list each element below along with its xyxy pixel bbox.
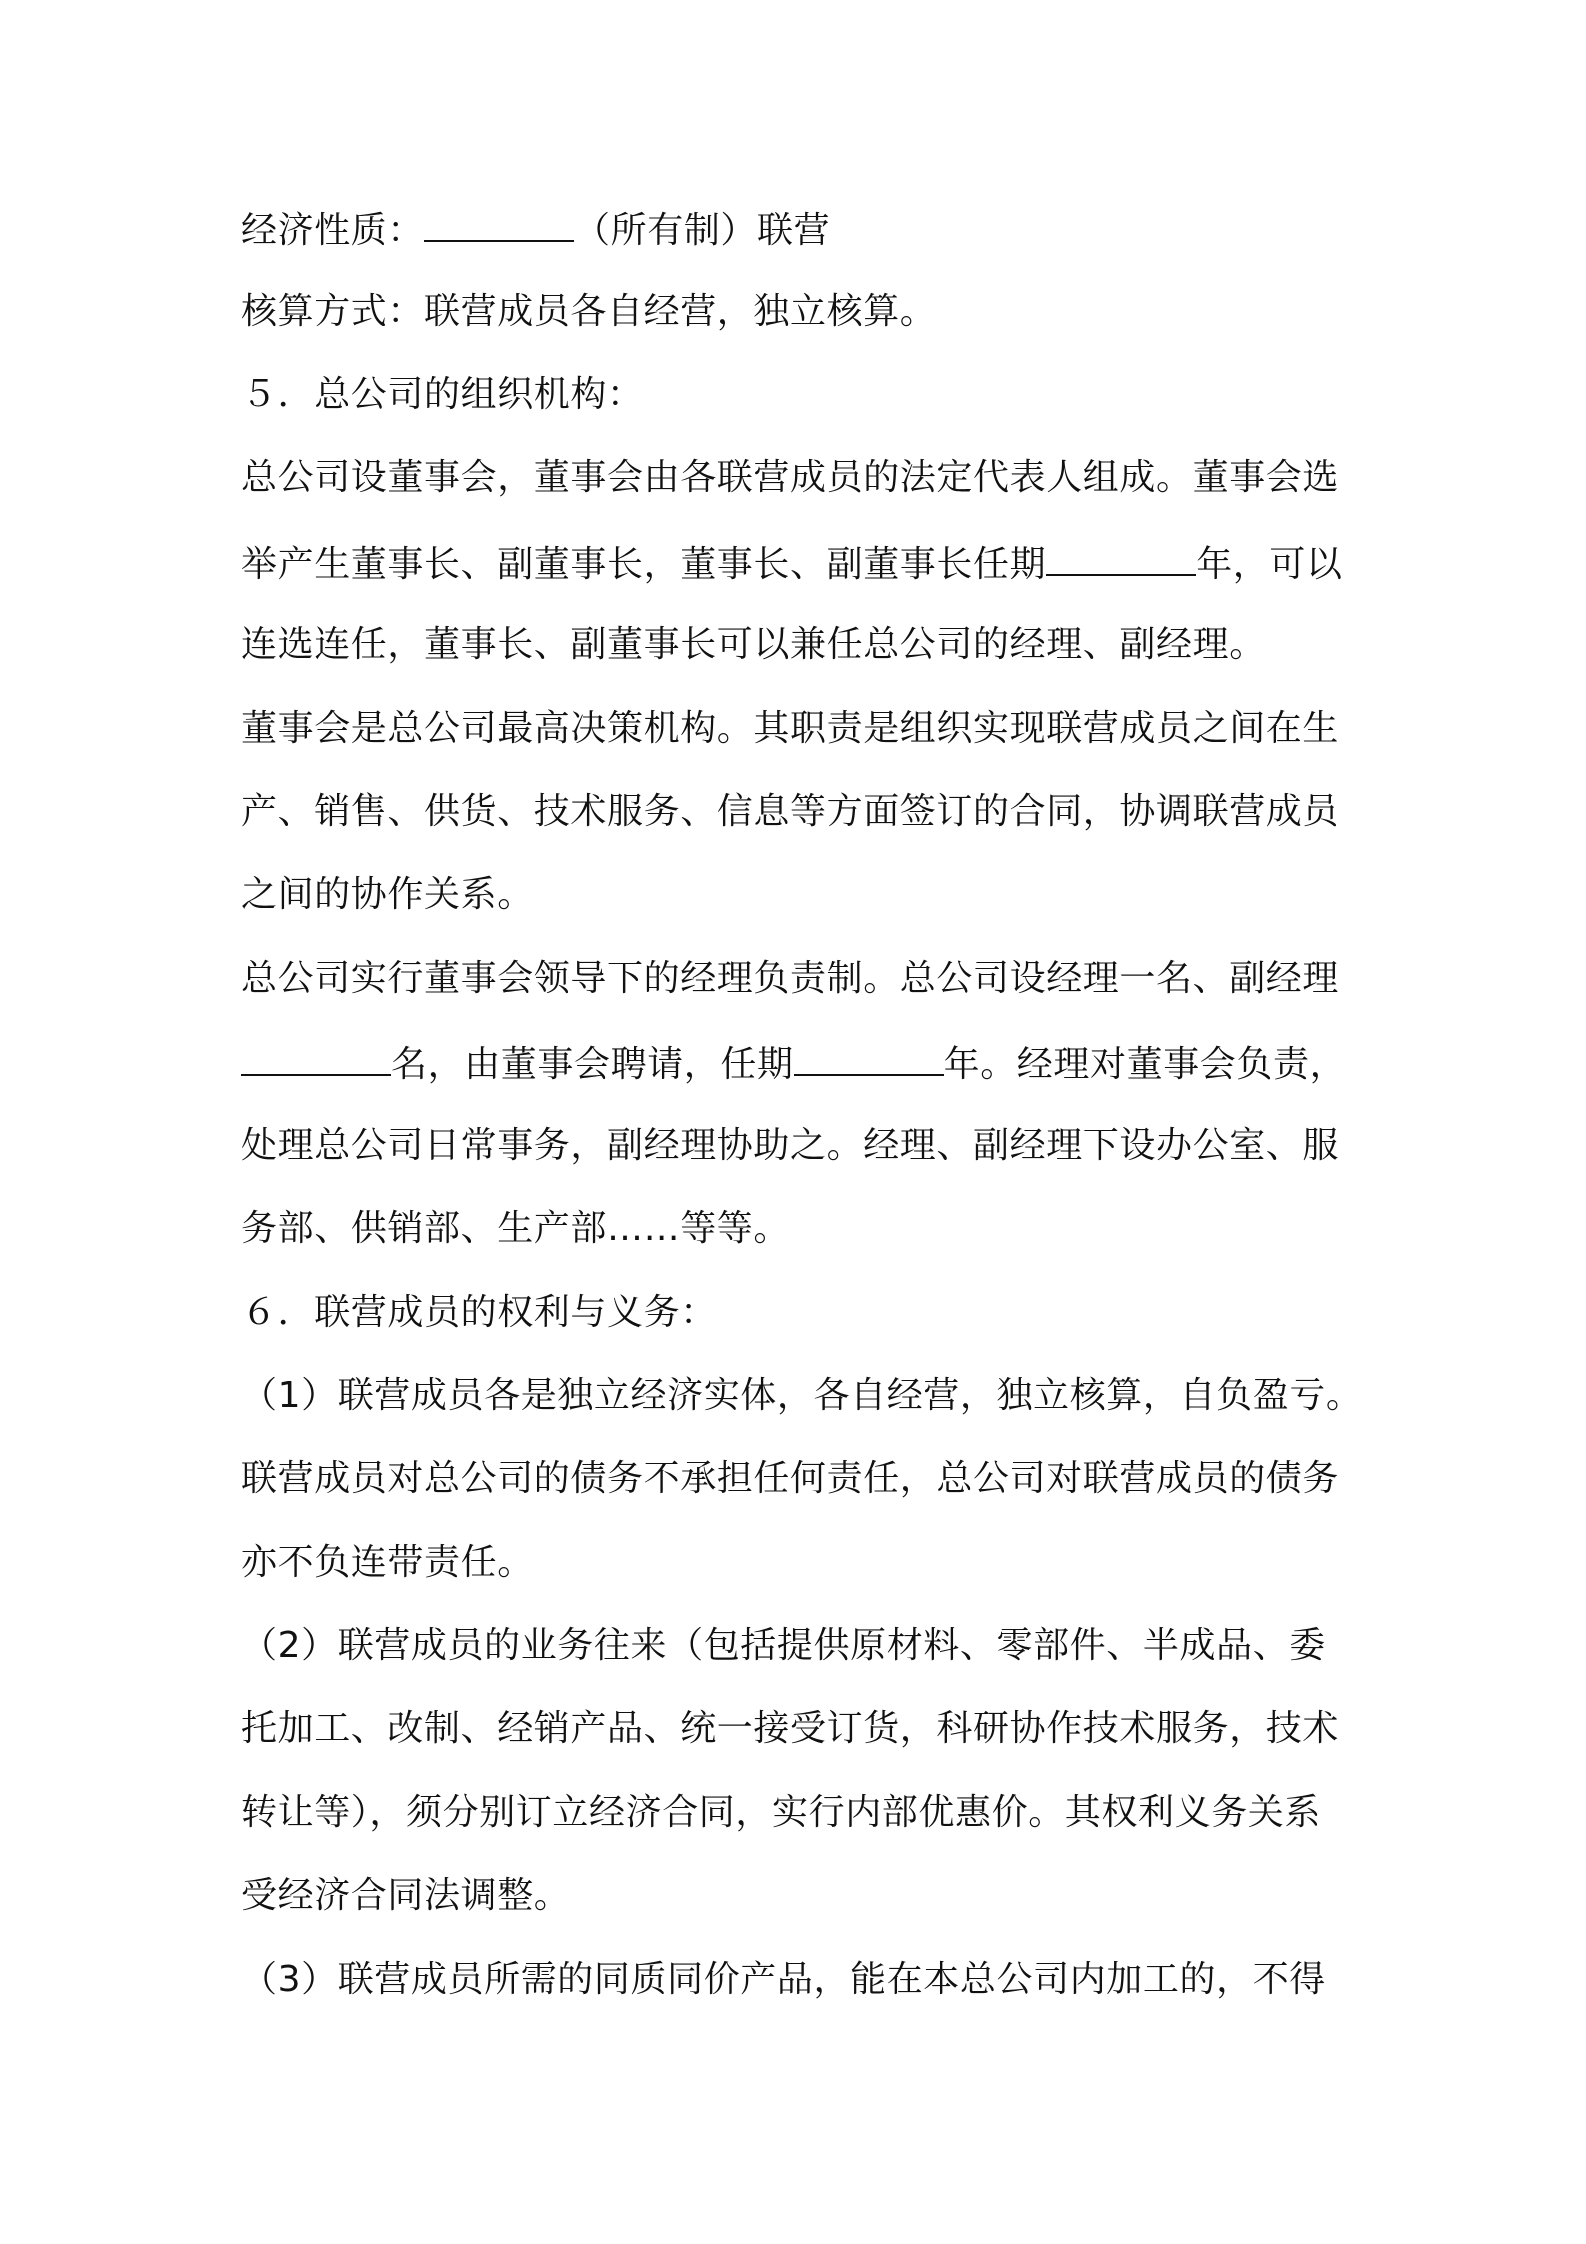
paragraph-line: 连选连任，董事长、副董事长可以兼任总公司的经理、副经理。 — [241, 624, 1266, 665]
paragraph-line: 总公司设董事会，董事会由各联营成员的法定代表人组成。董事会选 — [241, 457, 1340, 498]
text-segment: 名，由董事会聘请，任期 — [391, 1044, 794, 1085]
paragraph-line: 董事会是总公司最高决策机构。其职责是组织实现联营成员之间在生 — [241, 708, 1340, 749]
paragraph-line: 务部、供销部、生产部……等等。 — [241, 1208, 791, 1249]
clause-3-line: （3）联营成员所需的同质同价产品，能在本总公司内加工的，不得 — [241, 1959, 1326, 2000]
economic-nature-line — [241, 206, 830, 253]
paragraph-line — [241, 1040, 1346, 1087]
paragraph-line: 受经济合同法调整。 — [241, 1875, 571, 1916]
paragraph-line: 托加工、改制、经销产品、统一接受订货，科研协作技术服务，技术 — [241, 1708, 1340, 1749]
paragraph-line: 之间的协作关系。 — [241, 874, 534, 915]
paragraph-line: 转让等），须分别订立经济合同，实行内部优惠价。其权利义务关系 — [241, 1792, 1322, 1833]
paragraph-line: 总公司实行董事会领导下的经理负责制。总公司设经理一名、副经理 — [241, 958, 1340, 999]
accounting-method-line: 核算方式：联营成员各自经营，独立核算。 — [241, 291, 937, 332]
clause-1-line: （1）联营成员各是独立经济实体，各自经营，独立核算，自负盈亏。 — [241, 1375, 1363, 1416]
deputy-count-blank — [241, 1040, 391, 1076]
paragraph-line: 产、销售、供货、技术服务、信息等方面签订的合同，协调联营成员 — [241, 791, 1340, 832]
text-segment: 举产生董事长、副董事长，董事长、副董事长任期 — [241, 544, 1047, 585]
section-6-heading: ６．联营成员的权利与义务： — [241, 1292, 717, 1333]
term-years-blank — [1046, 540, 1196, 576]
clause-2-line: （2）联营成员的业务往来（包括提供原材料、零部件、半成品、委 — [241, 1625, 1326, 1666]
paragraph-line: 联营成员对总公司的债务不承担任何责任，总公司对联营成员的债务 — [241, 1458, 1340, 1499]
paragraph-line — [241, 540, 1343, 587]
paragraph-line: 亦不负连带责任。 — [241, 1542, 534, 1583]
economic-nature-suffix: （所有制）联营 — [574, 210, 831, 251]
term-years-blank — [794, 1040, 944, 1076]
paragraph-line: 处理总公司日常事务，副经理协助之。经理、副经理下设办公室、服 — [241, 1125, 1340, 1166]
section-5-heading: ５．总公司的组织机构： — [241, 374, 644, 415]
text-segment: 年，可以 — [1196, 544, 1343, 585]
ownership-blank — [424, 206, 574, 242]
economic-nature-label: 经济性质： — [241, 210, 425, 251]
text-segment: 年。经理对董事会负责， — [943, 1044, 1347, 1085]
